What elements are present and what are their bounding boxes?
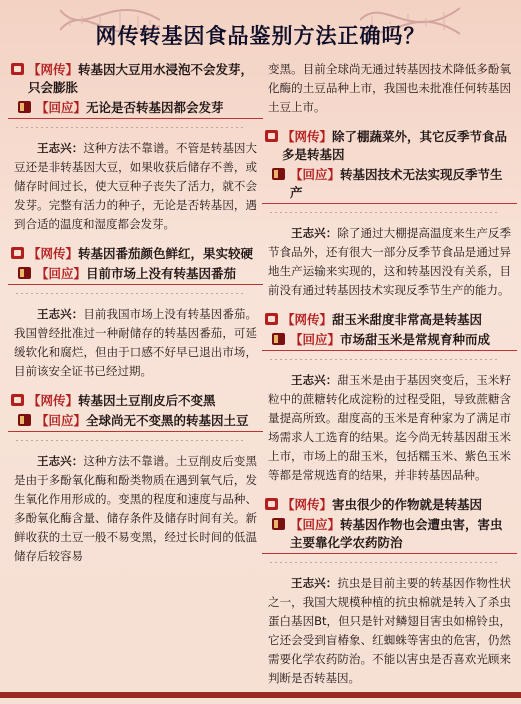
rumor-icon bbox=[265, 130, 278, 142]
rumor-icon bbox=[265, 313, 278, 325]
dotted-divider bbox=[16, 436, 246, 446]
response-icon bbox=[18, 101, 31, 113]
left-column bbox=[8, 60, 263, 576]
rumor-heading bbox=[8, 60, 263, 98]
response-heading bbox=[8, 411, 263, 432]
rumor-tag: 【网传】 bbox=[282, 497, 333, 512]
dotted-divider bbox=[270, 208, 500, 218]
rumor-icon bbox=[11, 247, 24, 259]
response-text: 无论是否转基因都会发芽 bbox=[86, 100, 224, 115]
rumor-icon bbox=[11, 394, 24, 406]
expert-answer bbox=[8, 452, 263, 566]
response-text: 目前市场上没有转基因番茄 bbox=[86, 266, 237, 281]
response-tag: 【回应】 bbox=[290, 167, 341, 182]
expert-name: 王志兴： bbox=[37, 454, 84, 468]
rumor-text: 害虫很少的作物就是转基因 bbox=[332, 497, 483, 512]
dotted-divider bbox=[16, 289, 246, 299]
expert-name: 王志兴： bbox=[37, 141, 84, 155]
right-column bbox=[262, 60, 517, 698]
response-icon bbox=[272, 168, 285, 180]
response-tag: 【回应】 bbox=[290, 517, 341, 532]
response-heading bbox=[8, 98, 263, 119]
response-text: 转基因技术无法实现反季节生产 bbox=[290, 167, 503, 200]
rumor-icon bbox=[11, 63, 24, 75]
answer-text: 除了通过大棚提高温度来生产反季节食品外，还有很大一部分反季节食品是通过异地生产运输来实现的，这和转基因没有关系，目前没有通过转基因技术实现反季节生产的能力。 bbox=[268, 226, 512, 297]
continued-answer: 变黑。目前全球尚无通过转基因技术降低多酚氧化酶的土豆品种上市，我国也未批准任何转基因土豆上市。 bbox=[268, 62, 511, 114]
response-heading bbox=[262, 330, 517, 351]
expert-answer bbox=[8, 305, 263, 381]
response-heading bbox=[8, 264, 263, 285]
rumor-text: 转基因土豆削皮后不变黑 bbox=[78, 393, 216, 408]
answer-text: 这种方法不靠谱。不管是转基因大豆还是非转基因大豆，如果收获后储存不善，或储存时间过长，使大豆种子丧失了活力，就不会发芽。完整有活力的种子，无论是否转基因，遇到合适的温度和湿度都会发芽。 bbox=[14, 141, 258, 231]
response-icon bbox=[272, 518, 285, 530]
expert-name: 王志兴： bbox=[291, 373, 338, 387]
response-text: 转基因作物也会遭虫害，害虫主要靠化学农药防治 bbox=[290, 517, 503, 550]
rumor-heading bbox=[262, 495, 517, 515]
rumor-heading bbox=[8, 244, 263, 264]
expert-name: 王志兴： bbox=[291, 226, 338, 240]
dotted-divider bbox=[270, 558, 500, 568]
bottom-border bbox=[0, 692, 521, 698]
response-icon bbox=[272, 333, 285, 345]
rumor-tag: 【网传】 bbox=[28, 393, 79, 408]
dotted-divider bbox=[270, 355, 500, 365]
response-tag: 【回应】 bbox=[36, 413, 87, 428]
rumor-tag: 【网传】 bbox=[282, 129, 333, 144]
expert-answer bbox=[262, 224, 517, 300]
response-heading bbox=[262, 515, 517, 554]
rumor-heading bbox=[262, 127, 517, 165]
rumor-heading bbox=[262, 310, 517, 330]
response-heading bbox=[262, 165, 517, 204]
expert-answer bbox=[8, 139, 263, 234]
dotted-divider bbox=[16, 123, 246, 133]
answer-text: 甜玉米是由于基因突变后，玉米籽粒中的蔗糖转化成淀粉的过程受阻，导致蔗糖含量提高所致。甜度高的玉米是育种家为了满足市场需求人工选育的结果。迄今尚无转基因甜玉米上市，市场上的甜玉米，包括糯玉米、紫色玉米等都是常规选育的结果，并非转基因品种。 bbox=[268, 373, 512, 482]
response-text: 市场甜玉米是常规育种而成 bbox=[340, 332, 491, 347]
response-icon bbox=[18, 267, 31, 279]
response-icon bbox=[18, 414, 31, 426]
rumor-text: 转基因番茄颜色鲜红，果实较硬 bbox=[78, 246, 254, 261]
expert-name: 王志兴： bbox=[37, 307, 84, 321]
answer-text: 抗虫是目前主要的转基因作物性状之一，我国大规模种植的抗虫棉就是转入了杀虫蛋白基因Bt，但只是针对鳞翅目害虫如棉铃虫，它还会受到盲椿象、红蜘蛛等害虫的危害，仍然需要化学农药防治。不能以害虫是否喜欢光顾来判断是否转基因。 bbox=[268, 576, 512, 685]
rumor-tag: 【网传】 bbox=[28, 246, 79, 261]
expert-answer bbox=[262, 574, 517, 688]
rumor-heading bbox=[8, 391, 263, 411]
rumor-text: 除了棚蔬菜外，其它反季节食品多是转基因 bbox=[282, 129, 508, 162]
rumor-text: 甜玉米甜度非常高是转基因 bbox=[332, 312, 483, 327]
response-text: 全球尚无不变黑的转基因土豆 bbox=[86, 413, 249, 428]
expert-name: 王志兴： bbox=[291, 576, 338, 590]
answer-text: 目前我国市场上没有转基因番茄。我国曾经批准过一种耐储存的转基因番茄，可延缓软化和腐烂，但由于口感不好早已退出市场，目前该安全证书已经过期。 bbox=[14, 307, 258, 378]
expert-answer bbox=[262, 371, 517, 485]
rumor-text: 转基因大豆用水浸泡不会发芽，只会膨胀 bbox=[28, 62, 254, 95]
rumor-tag: 【网传】 bbox=[28, 62, 79, 77]
response-tag: 【回应】 bbox=[36, 100, 87, 115]
rumor-icon bbox=[265, 498, 278, 510]
answer-text: 这种方法不靠谱。土豆削皮后变黑是由于多酚氧化酶和酚类物质在遇到氧气后，发生氧化作用形成的。变黑的程度和速度与品种、多酚氧化酶含量、储存条件及储存时间有关。新鲜收获的土豆一般不易变黑，经过长时间的低温储存后较容易 bbox=[14, 454, 258, 563]
rumor-tag: 【网传】 bbox=[282, 312, 333, 327]
page-title: 网传转基因食品鉴别方法正确吗？ bbox=[95, 24, 426, 48]
response-tag: 【回应】 bbox=[36, 266, 87, 281]
response-tag: 【回应】 bbox=[290, 332, 341, 347]
